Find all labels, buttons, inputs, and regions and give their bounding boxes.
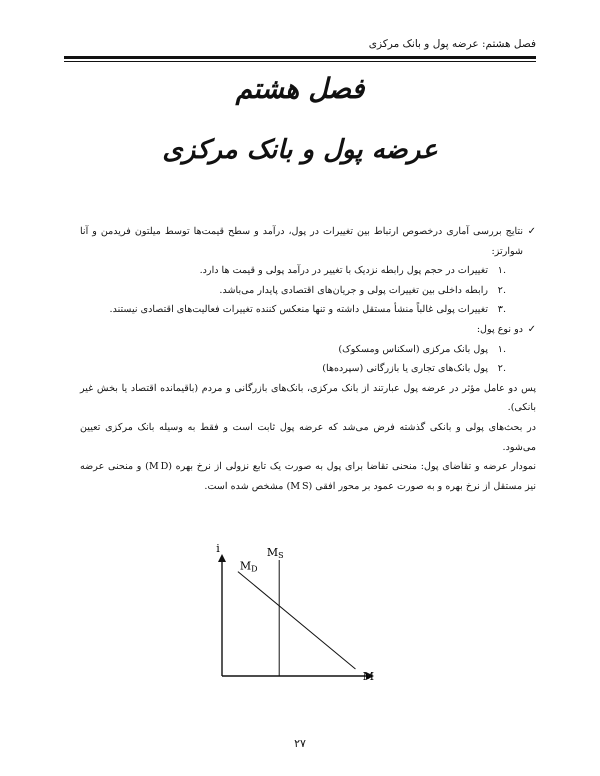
paragraph-chart-description: نمودار عرضه و تقاضای پول: منحنی تقاضا برای پول به صورت یک تابع نزولی از نرخ بهره (M D) و منحنی عرضه نیز مستقل از نرخ بهره و به صورت عمود بر محور افقی (M S) مشخص شده است. bbox=[80, 461, 536, 492]
list-number: .۲ bbox=[497, 363, 506, 375]
checkmark-icon: ✓ bbox=[527, 226, 536, 237]
chapter-subtitle: عرضه پول و بانک مرکزی bbox=[162, 135, 438, 165]
header-rule-thin bbox=[64, 61, 536, 62]
header-rule-thick bbox=[64, 56, 536, 59]
series-label-sub: S bbox=[278, 551, 284, 560]
series-label-ms bbox=[267, 546, 284, 560]
list-number: .۳ bbox=[497, 304, 506, 316]
list-text: پول بانک‌های تجاری یا بازرگانی (سپرده‌ها) bbox=[322, 363, 488, 375]
list-item bbox=[80, 300, 536, 320]
series-line-md bbox=[238, 572, 356, 669]
list-number: .۱ bbox=[497, 343, 506, 355]
list-item bbox=[80, 281, 536, 301]
money-market-chart bbox=[200, 542, 400, 692]
list-text: رابطه داخلی بین تغییرات پولی و جریان‌های اقتصادی پایدار می‌باشد. bbox=[219, 284, 488, 296]
running-header: فصل هشتم: عرضه پول و بانک مرکزی bbox=[368, 38, 536, 50]
paragraph-supply-factors: پس دو عامل مؤثر در عرضه پول عبارتند از بانک مرکزی، بانک‌های بازرگانی و مردم (باقیمانده اقتصاد یا بخش غیر بانکی). bbox=[80, 382, 536, 414]
list-number: .۲ bbox=[497, 284, 506, 296]
checkmark-icon: ✓ bbox=[527, 323, 536, 335]
series-label-sub: D bbox=[251, 564, 258, 574]
series-label-main: M bbox=[239, 559, 252, 573]
y-axis-label: i bbox=[216, 542, 220, 555]
chart-canvas bbox=[200, 542, 400, 692]
checklist-item-money-types bbox=[80, 320, 536, 340]
list-item bbox=[80, 261, 536, 281]
list-text: تغییرات پولی غالباً منشأ مستقل داشته و تنها منعکس کننده تغییرات فعالیت‌های اقتصادی نیستند. bbox=[109, 304, 488, 316]
series-label-main: M bbox=[266, 546, 279, 559]
list-text: پول بانک مرکزی (اسکناس ومسکوک) bbox=[338, 343, 488, 355]
series-label-md bbox=[240, 560, 258, 574]
list-text: تغییرات در حجم پول رابطه نزدیک با تغییر در درآمد پولی و قیمت ها دارد. bbox=[199, 265, 488, 277]
checklist-text: دو نوع پول: bbox=[476, 323, 523, 335]
chapter-title: فصل هشتم bbox=[235, 72, 365, 105]
list-item bbox=[80, 340, 536, 360]
paragraph-fixed-supply: در بحث‌های پولی و بانکی گذشته فرض می‌شد که عرضه پول ثابت است و فقط به وسیله بانک مرکزی تعیین می‌شود. bbox=[80, 421, 536, 453]
chart-series bbox=[238, 546, 356, 676]
checklist-item-statistics bbox=[80, 222, 536, 261]
x-axis-label: M bbox=[362, 670, 374, 683]
checklist-text: نتایج بررسی آماری درخصوص ارتباط بین تغییرات در پول، درآمد و سطح قیمت‌ها توسط میلتون فریدمن و آنا شوارتز: bbox=[80, 226, 523, 257]
list-number: .۱ bbox=[497, 265, 506, 277]
list-item bbox=[80, 359, 536, 379]
page-body bbox=[80, 222, 536, 496]
page-number: ۲۷ bbox=[294, 737, 306, 750]
